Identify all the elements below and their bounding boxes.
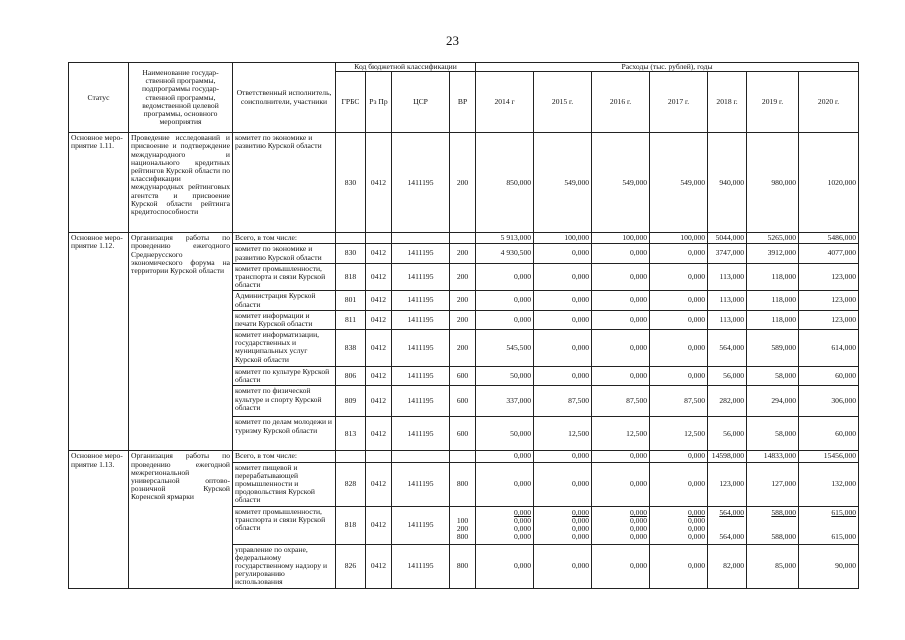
value-cell: 0,000 xyxy=(534,263,592,291)
value-cell: 118,000 xyxy=(747,263,799,291)
value-cell-line: 0,000 xyxy=(513,532,532,542)
vr-cell: 200 xyxy=(450,291,476,310)
header-responsible: Ответственный исполнитель, соисполнители, участники xyxy=(233,63,336,133)
vr-cell: 200 xyxy=(450,310,476,329)
value-cell: 127,000 xyxy=(747,462,799,506)
rzpr-cell: 0412 xyxy=(366,367,392,386)
value-cell: 589,000 xyxy=(747,330,799,367)
value-cell: 0,000 xyxy=(650,367,708,386)
value-cell: 118,000 xyxy=(747,291,799,310)
rzpr-cell xyxy=(366,233,392,244)
value-cell: 549,000 xyxy=(650,133,708,233)
vr-cell: 600 xyxy=(450,417,476,451)
value-cell-line: 0,000 xyxy=(629,515,648,525)
value-cell: 0,000 xyxy=(592,310,650,329)
value-cell: 132,000 xyxy=(799,462,859,506)
rzpr-cell: 0412 xyxy=(366,310,392,329)
measure-name-cell: Организация работы по проведению ежегодной межрегиональной универсальной оптово-розничной Курской Коренской ярмарки xyxy=(129,451,233,588)
value-cell: 0,000 xyxy=(592,451,650,462)
value-cell: 123,000 xyxy=(799,310,859,329)
value-cell: 0,000 xyxy=(534,310,592,329)
value-cell: 0,000 xyxy=(534,244,592,263)
value-cell: 294,000 xyxy=(747,386,799,417)
grbs-cell: 801 xyxy=(336,291,366,310)
vr-cell-line: 800 xyxy=(456,532,469,542)
value-cell: 123,000 xyxy=(799,291,859,310)
value-cell: 3747,000 xyxy=(708,244,747,263)
header-budget-code: Код бюджетной классификации xyxy=(336,63,476,72)
csr-cell: 1411195 xyxy=(392,244,450,263)
measure-name-cell: Проведение исследований и присвоение и подтверждение международного и национального кредитных рейтингов Курской области по классификации международных рейтинговых агентств и присвоение Курской области рейтинга кредитоспособности xyxy=(129,133,233,233)
grbs-cell: 830 xyxy=(336,244,366,263)
header-rzpr: Рз Пр xyxy=(366,72,392,133)
value-cell: 60,000 xyxy=(799,367,859,386)
value-cell: 545,500 xyxy=(476,330,534,367)
value-cell: 0,000 xyxy=(592,263,650,291)
value-cell: 282,000 xyxy=(708,386,747,417)
vr-cell xyxy=(450,451,476,462)
value-cell: 5 913,000 xyxy=(476,233,534,244)
value-cell: 0,000 xyxy=(476,451,534,462)
rzpr-cell: 0412 xyxy=(366,506,392,544)
vr-cell-line: 200 xyxy=(456,524,469,534)
csr-cell: 1411195 xyxy=(392,417,450,451)
value-cell-line: 588,000 xyxy=(771,532,797,542)
value-cell: 0,000 xyxy=(592,244,650,263)
responsible-cell: управление по охране, федеральному государственному надзору и регулированию использования xyxy=(233,544,336,588)
header-year: 2016 г. xyxy=(592,72,650,133)
value-cell: 5486,000 xyxy=(799,233,859,244)
value-cell xyxy=(650,506,708,544)
vr-cell: 200 xyxy=(450,244,476,263)
value-cell: 15456,000 xyxy=(799,451,859,462)
value-cell: 0,000 xyxy=(476,462,534,506)
value-cell: 100,000 xyxy=(592,233,650,244)
value-cell: 0,000 xyxy=(650,462,708,506)
value-cell: 0,000 xyxy=(592,330,650,367)
value-cell: 113,000 xyxy=(708,291,747,310)
value-cell: 5265,000 xyxy=(747,233,799,244)
responsible-cell: Всего, в том числе: xyxy=(233,451,336,462)
grbs-cell: 818 xyxy=(336,263,366,291)
value-cell-line: 0,000 xyxy=(687,532,706,542)
header-year: 2019 г. xyxy=(747,72,799,133)
value-cell: 0,000 xyxy=(650,310,708,329)
value-cell: 614,000 xyxy=(799,330,859,367)
vr-cell: 800 xyxy=(450,462,476,506)
vr-cell: 800 xyxy=(450,544,476,588)
measure-name-cell: Организация работы по проведению ежегодного Среднерусского экономического форума на территории Курской области xyxy=(129,233,233,451)
responsible-cell: комитет информатизации, государственных и муниципальных услуг Курской области xyxy=(233,330,336,367)
rzpr-cell: 0412 xyxy=(366,263,392,291)
value-cell: 82,000 xyxy=(708,544,747,588)
vr-cell: 600 xyxy=(450,367,476,386)
grbs-cell: 811 xyxy=(336,310,366,329)
header-year: 2018 г. xyxy=(708,72,747,133)
value-cell: 306,000 xyxy=(799,386,859,417)
value-cell: 0,000 xyxy=(476,310,534,329)
vr-cell: 200 xyxy=(450,263,476,291)
rzpr-cell: 0412 xyxy=(366,133,392,233)
header-year: 2014 г xyxy=(476,72,534,133)
rzpr-cell: 0412 xyxy=(366,330,392,367)
csr-cell: 1411195 xyxy=(392,367,450,386)
value-cell: 87,500 xyxy=(534,386,592,417)
value-cell: 0,000 xyxy=(534,462,592,506)
value-cell: 5044,000 xyxy=(708,233,747,244)
grbs-cell: 813 xyxy=(336,417,366,451)
rzpr-cell xyxy=(366,451,392,462)
value-cell: 87,500 xyxy=(650,386,708,417)
value-cell: 0,000 xyxy=(476,263,534,291)
value-cell: 14598,000 xyxy=(708,451,747,462)
rzpr-cell: 0412 xyxy=(366,417,392,451)
status-cell: Основное меро- приятие 1.13. xyxy=(69,451,129,588)
value-cell: 87,500 xyxy=(592,386,650,417)
header-year: 2020 г. xyxy=(799,72,859,133)
csr-cell xyxy=(392,233,450,244)
value-cell-line: 0,000 xyxy=(687,524,706,534)
table-row xyxy=(69,133,859,233)
responsible-cell: Всего, в том числе: xyxy=(233,233,336,244)
status-cell: Основное меро- приятие 1.12. xyxy=(69,233,129,451)
csr-cell: 1411195 xyxy=(392,263,450,291)
value-cell: 564,000 xyxy=(708,330,747,367)
value-cell: 85,000 xyxy=(747,544,799,588)
value-cell: 337,000 xyxy=(476,386,534,417)
csr-cell xyxy=(392,451,450,462)
value-cell: 60,000 xyxy=(799,417,859,451)
value-cell: 549,000 xyxy=(592,133,650,233)
value-cell xyxy=(476,506,534,544)
value-cell-line xyxy=(710,517,744,525)
value-cell: 50,000 xyxy=(476,417,534,451)
value-cell-line: 615,000 xyxy=(831,507,857,517)
value-cell xyxy=(747,506,799,544)
value-cell: 100,000 xyxy=(650,233,708,244)
value-cell: 56,000 xyxy=(708,417,747,451)
value-cell: 980,000 xyxy=(747,133,799,233)
grbs-cell: 830 xyxy=(336,133,366,233)
value-cell-line: 0,000 xyxy=(571,524,590,534)
grbs-cell: 809 xyxy=(336,386,366,417)
rzpr-cell: 0412 xyxy=(366,386,392,417)
vr-cell: 200 xyxy=(450,133,476,233)
value-cell xyxy=(708,506,747,544)
csr-cell: 1411195 xyxy=(392,544,450,588)
value-cell: 0,000 xyxy=(650,263,708,291)
value-cell: 113,000 xyxy=(708,310,747,329)
value-cell-line xyxy=(749,517,796,525)
vr-cell-line: 100 xyxy=(456,515,469,525)
header-year: 2015 г. xyxy=(534,72,592,133)
grbs-cell: 818 xyxy=(336,506,366,544)
value-cell: 113,000 xyxy=(708,263,747,291)
value-cell-line: 0,000 xyxy=(629,532,648,542)
value-cell-line: 564,000 xyxy=(719,507,745,517)
rzpr-cell: 0412 xyxy=(366,462,392,506)
value-cell-line xyxy=(801,517,856,525)
value-cell: 3912,000 xyxy=(747,244,799,263)
value-cell-line: 0,000 xyxy=(513,524,532,534)
vr-cell xyxy=(450,506,476,544)
value-cell: 58,000 xyxy=(747,367,799,386)
header-year: 2017 г. xyxy=(650,72,708,133)
value-cell: 0,000 xyxy=(650,544,708,588)
value-cell-line: 588,000 xyxy=(771,507,797,517)
value-cell-line: 0,000 xyxy=(513,507,532,517)
value-cell: 0,000 xyxy=(650,244,708,263)
table-row xyxy=(69,233,859,244)
value-cell: 0,000 xyxy=(476,544,534,588)
value-cell: 4 930,500 xyxy=(476,244,534,263)
value-cell: 0,000 xyxy=(650,330,708,367)
budget-table xyxy=(68,62,859,589)
value-cell: 118,000 xyxy=(747,310,799,329)
value-cell: 50,000 xyxy=(476,367,534,386)
value-cell: 12,500 xyxy=(650,417,708,451)
csr-cell: 1411195 xyxy=(392,133,450,233)
value-cell: 0,000 xyxy=(476,291,534,310)
value-cell: 0,000 xyxy=(534,544,592,588)
value-cell-line: 615,000 xyxy=(831,532,857,542)
grbs-cell: 828 xyxy=(336,462,366,506)
csr-cell: 1411195 xyxy=(392,386,450,417)
value-cell: 4077,000 xyxy=(799,244,859,263)
value-cell xyxy=(592,506,650,544)
value-cell: 850,000 xyxy=(476,133,534,233)
responsible-cell: комитет пищевой и перерабатывающей промышленности и продовольствия Курской области xyxy=(233,462,336,506)
header-grbs: ГРБС xyxy=(336,72,366,133)
value-cell: 0,000 xyxy=(650,291,708,310)
value-cell: 58,000 xyxy=(747,417,799,451)
value-cell: 100,000 xyxy=(534,233,592,244)
value-cell: 123,000 xyxy=(708,462,747,506)
value-cell: 123,000 xyxy=(799,263,859,291)
value-cell: 1020,000 xyxy=(799,133,859,233)
value-cell: 0,000 xyxy=(650,451,708,462)
header-status: Статус xyxy=(69,63,129,133)
responsible-cell: комитет по культуре Курской области xyxy=(233,367,336,386)
value-cell: 12,500 xyxy=(534,417,592,451)
value-cell-line: 0,000 xyxy=(571,507,590,517)
value-cell-line: 0,000 xyxy=(513,515,532,525)
rzpr-cell: 0412 xyxy=(366,291,392,310)
grbs-cell xyxy=(336,451,366,462)
csr-cell: 1411195 xyxy=(392,291,450,310)
header-csr: ЦСР xyxy=(392,72,450,133)
csr-cell: 1411195 xyxy=(392,310,450,329)
value-cell-line: 0,000 xyxy=(629,507,648,517)
value-cell-line: 0,000 xyxy=(687,507,706,517)
value-cell: 56,000 xyxy=(708,367,747,386)
responsible-cell: комитет промышленности, транспорта и связи Курской области xyxy=(233,263,336,291)
grbs-cell xyxy=(336,233,366,244)
value-cell-line: 0,000 xyxy=(571,532,590,542)
header-vr: ВР xyxy=(450,72,476,133)
responsible-cell: комитет по физической культуре и спорту Курской области xyxy=(233,386,336,417)
responsible-cell: комитет по экономике и развитию Курской области xyxy=(233,244,336,263)
vr-cell: 200 xyxy=(450,330,476,367)
vr-cell xyxy=(450,233,476,244)
rzpr-cell: 0412 xyxy=(366,244,392,263)
rzpr-cell: 0412 xyxy=(366,544,392,588)
header-expenses: Расходы (тыс. рублей), годы xyxy=(476,63,859,72)
header-name: Наименование государ- ственной программы, подпрограммы государ- ственной программы, ведомственной целевой программы, основного мероприятия xyxy=(129,63,233,133)
csr-cell: 1411195 xyxy=(392,506,450,544)
value-cell: 0,000 xyxy=(534,367,592,386)
value-cell: 0,000 xyxy=(592,367,650,386)
value-cell-line: 0,000 xyxy=(687,515,706,525)
csr-cell: 1411195 xyxy=(392,330,450,367)
value-cell-line: 0,000 xyxy=(629,524,648,534)
value-cell: 0,000 xyxy=(534,291,592,310)
value-cell: 940,000 xyxy=(708,133,747,233)
value-cell: 549,000 xyxy=(534,133,592,233)
page-number: 23 xyxy=(446,33,459,48)
grbs-cell: 838 xyxy=(336,330,366,367)
responsible-cell: Администрация Курской области xyxy=(233,291,336,310)
grbs-cell: 826 xyxy=(336,544,366,588)
value-cell: 0,000 xyxy=(592,544,650,588)
value-cell-line: 0,000 xyxy=(571,515,590,525)
value-cell: 0,000 xyxy=(534,451,592,462)
responsible-cell: комитет по делам молодежи и туризму Курской области xyxy=(233,417,336,451)
value-cell: 0,000 xyxy=(534,330,592,367)
vr-cell: 600 xyxy=(450,386,476,417)
table-row xyxy=(69,451,859,462)
csr-cell: 1411195 xyxy=(392,462,450,506)
grbs-cell: 806 xyxy=(336,367,366,386)
value-cell: 90,000 xyxy=(799,544,859,588)
value-cell xyxy=(534,506,592,544)
value-cell: 12,500 xyxy=(592,417,650,451)
value-cell: 0,000 xyxy=(592,462,650,506)
status-cell: Основное меро- приятие 1.11. xyxy=(69,133,129,233)
value-cell: 14833,000 xyxy=(747,451,799,462)
value-cell-line: 564,000 xyxy=(719,532,745,542)
responsible-cell: комитет информации и печати Курской области xyxy=(233,310,336,329)
value-cell xyxy=(799,506,859,544)
responsible-cell: комитет по экономике и развитию Курской области xyxy=(233,133,336,233)
responsible-cell: комитет промышленности, транспорта и связи Курской области xyxy=(233,506,336,544)
value-cell: 0,000 xyxy=(592,291,650,310)
